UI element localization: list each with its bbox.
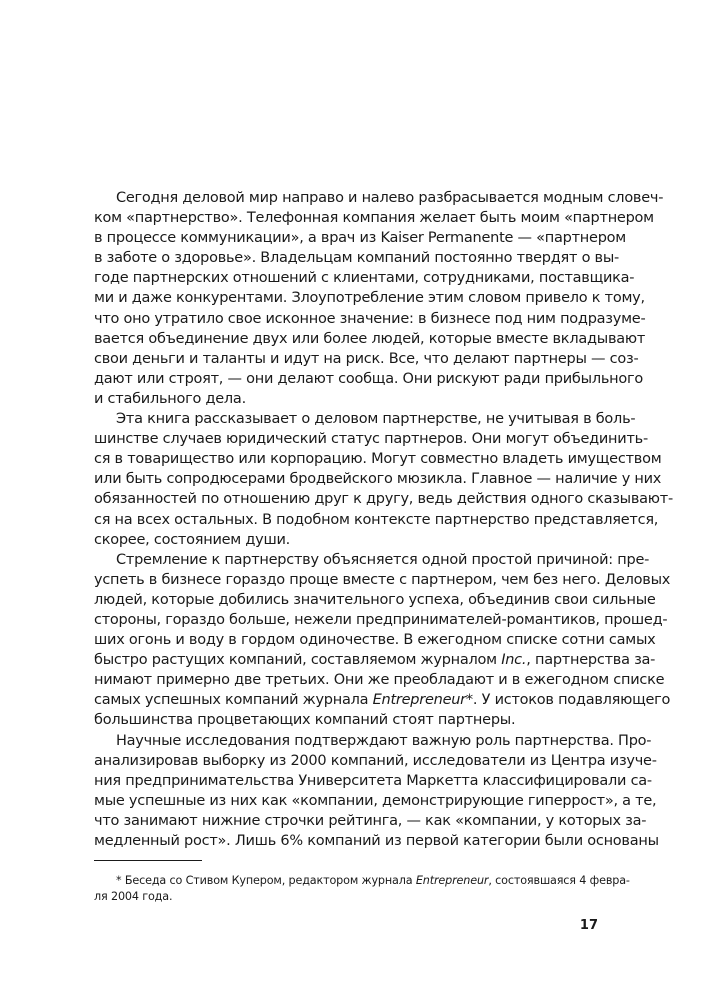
text-segment: самых успешных компаний журнала xyxy=(94,692,369,709)
text-line: в процессе коммуникации», а врач из Kaiser Permanente — «партнером xyxy=(94,230,626,247)
text-line: шинстве случаев юридический статус партнеров. Они могут объединить- xyxy=(94,431,648,448)
text-line: годе партнерских отношений с клиентами, сотрудниками, поставщика- xyxy=(94,270,635,287)
footnote xyxy=(94,873,630,905)
text-line: большинства процветающих компаний стоят партнеры. xyxy=(94,712,516,729)
text-segment: *. У истоков подавляющего xyxy=(465,692,671,709)
footnote-line: ля 2004 года. xyxy=(94,890,173,903)
text-line: ми и даже конкурентами. Злоупотребление этим словом привело к тому, xyxy=(94,290,645,307)
text-line: и стабильного дела. xyxy=(94,390,246,407)
text-line: успеть в бизнесе гораздо проще вместе с партнером, чем без него. Деловых xyxy=(94,571,671,588)
text-line: дают или строят, — они делают сообща. Они рискуют ради прибыльного xyxy=(94,370,643,387)
text-line xyxy=(94,650,656,670)
text-line: ком «партнерство». Телефонная компания желает быть моим «партнером xyxy=(94,210,654,227)
text-line: Эта книга рассказывает о деловом партнерстве, не учитывая в боль- xyxy=(116,411,636,428)
text-line: людей, которые добились значительного успеха, объединив свои сильные xyxy=(94,591,656,608)
page-number: 17 xyxy=(579,918,598,933)
text-line: нимают примерно две третьих. Они же преобладают и в ежегодном списке xyxy=(94,672,665,689)
text-line: ния предпринимательства Университета Маркетта классифицировали са- xyxy=(94,772,652,789)
text-line: медленный рост». Лишь 6% компаний из первой категории были основаны xyxy=(94,833,659,849)
text-segment: , состоявшаяся 4 февра- xyxy=(488,874,630,887)
paragraph-1 xyxy=(94,188,664,409)
text-line: Сегодня деловой мир направо и налево разбрасывается модным словеч- xyxy=(116,190,664,206)
text-line: анализировав выборку из 2000 компаний, исследователи из Центра изуче- xyxy=(94,752,657,769)
body-text xyxy=(94,188,673,851)
text-line: Стремление к партнерству объясняется одной простой причиной: пре- xyxy=(116,551,650,568)
magazine-title-inc: Inc. xyxy=(501,652,527,669)
text-line: Научные исследования подтверждают важную роль партнерства. Про- xyxy=(116,732,652,749)
footnote-line xyxy=(94,873,630,889)
text-line: стороны, гораздо больше, нежели предпринимателей-романтиков, прошед- xyxy=(94,611,668,628)
text-line: ся в товарищество или корпорацию. Могут совместно владеть имуществом xyxy=(94,451,662,468)
footnote-divider xyxy=(94,860,202,861)
magazine-title-entrepreneur: Entrepreneur xyxy=(372,692,466,709)
text-line: вается объединение двух или более людей, которые вместе вкладывают xyxy=(94,330,646,347)
text-segment: быстро растущих компаний, составляемом журналом xyxy=(94,652,497,669)
text-line: ся на всех остальных. В подобном контексте партнерство представляется, xyxy=(94,511,659,528)
text-segment: * Беседа со Стивом Купером, редактором журнала xyxy=(116,874,413,887)
text-line: свои деньги и таланты и идут на риск. Все, что делают партнеры — соз- xyxy=(94,350,639,367)
text-line: обязанностей по отношению друг к другу, ведь действия одного сказывают- xyxy=(94,491,673,508)
text-line: мые успешные из них как «компании, демонстрирующие гиперрост», а те, xyxy=(94,792,657,809)
paragraph-3 xyxy=(94,550,671,731)
text-line: ших огонь и воду в гордом одиночестве. В ежегодном списке сотни самых xyxy=(94,632,656,649)
paragraph-2 xyxy=(94,409,673,550)
text-segment: , партнерства за- xyxy=(526,652,656,669)
text-line: что занимают нижние строчки рейтинга, — как «компании, у которых за- xyxy=(94,812,647,829)
text-line: или быть сопродюсерами бродвейского мюзикла. Главное — наличие у них xyxy=(94,471,662,488)
text-line: скорее, состоянием души. xyxy=(94,531,291,548)
text-line xyxy=(94,690,671,710)
magazine-title-entrepreneur: Entrepreneur xyxy=(415,874,489,887)
text-line: в заботе о здоровье». Владельцам компаний постоянно твердят о вы- xyxy=(94,250,620,267)
text-line: что оно утратило свое исконное значение: в бизнесе под ним подразуме- xyxy=(94,310,646,327)
paragraph-4 xyxy=(94,731,659,852)
